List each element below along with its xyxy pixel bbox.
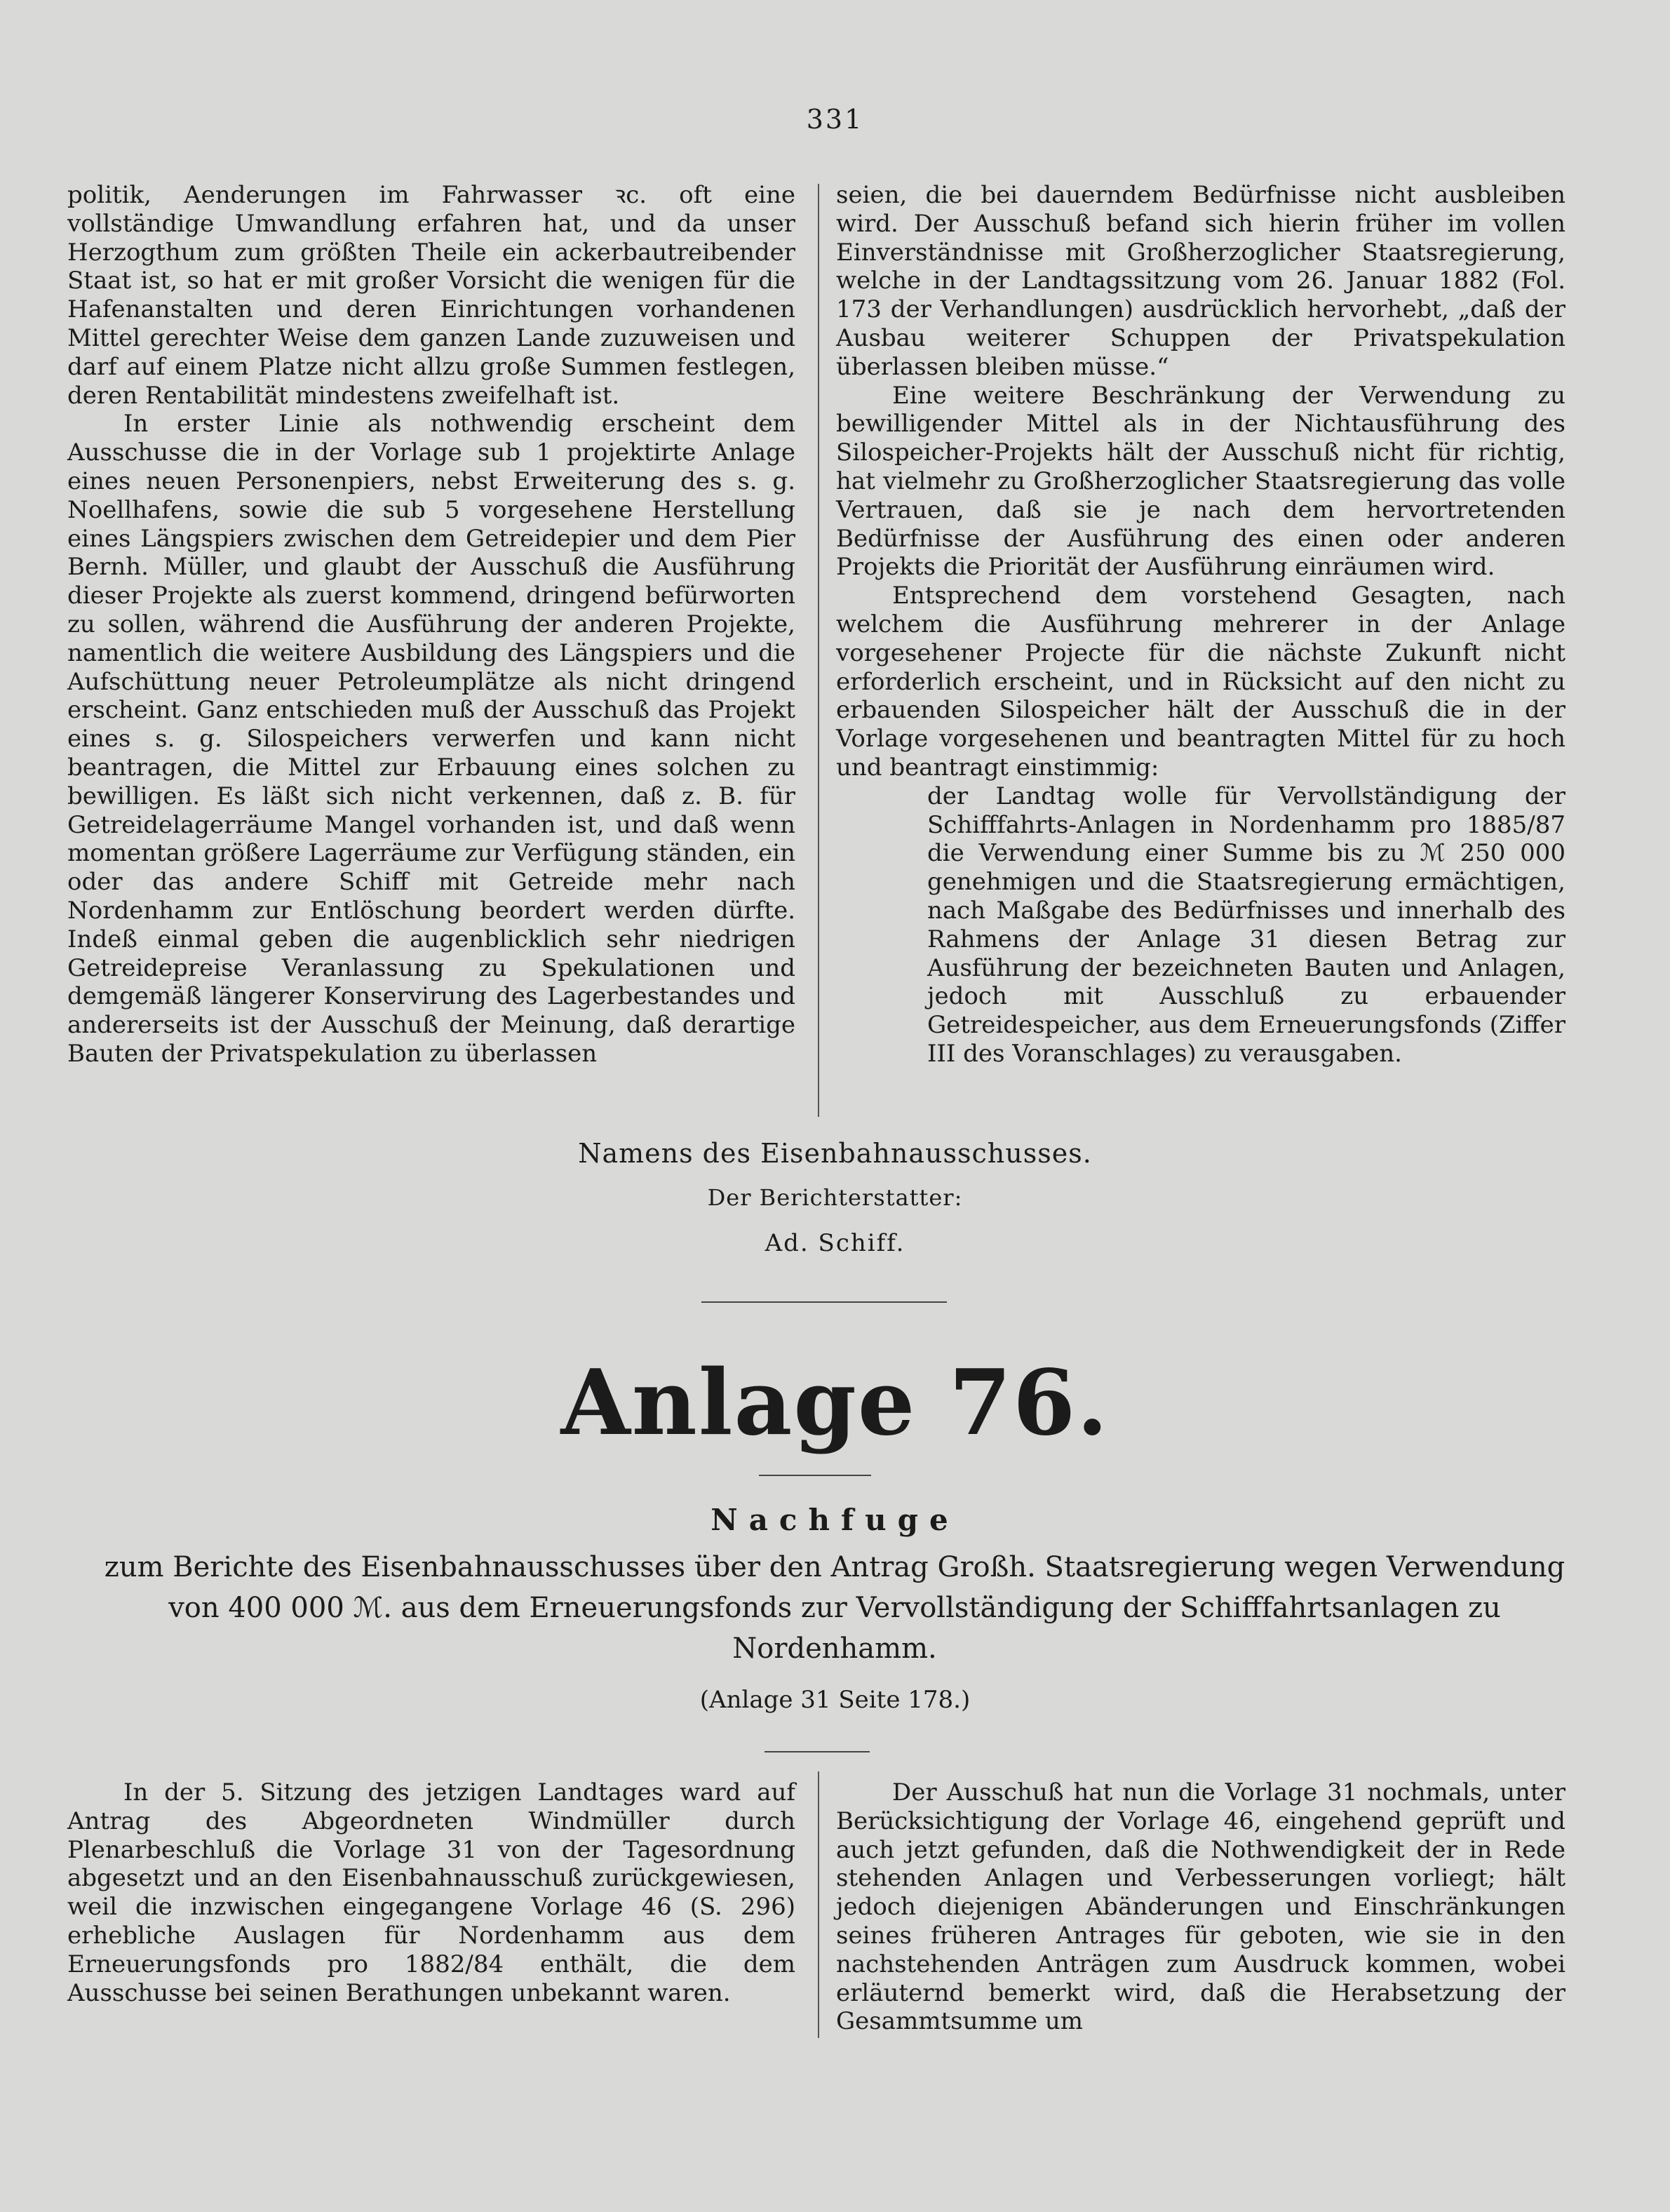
lower-left-column bbox=[67, 1778, 795, 2007]
signature-name: Ad. Schiff. bbox=[765, 1229, 905, 1257]
section-separator bbox=[765, 1751, 870, 1752]
addendum-reference: (Anlage 31 Seite 178.) bbox=[699, 1686, 971, 1714]
column-divider bbox=[818, 1771, 819, 2038]
addendum-subject: zum Berichte des Eisenbahnausschusses über den Antrag Großh. Staatsregierung wegen Verwendung von 400 000 ℳ. aus dem Erneuerungsfonds zur Vervollständigung der Schifffahrtsanlagen zu Nordenhamm. bbox=[104, 1551, 1565, 1665]
annex-title: Anlage 76. bbox=[560, 1350, 1110, 1456]
paragraph: seien, die bei dauerndem Bedürfnisse nicht ausbleiben wird. Der Ausschuß befand sich hierin früher im vollen Einverständnisse mit Großherzoglicher Staatsregierung, welche in der Landtagssitzung vom 26. Januar 1882 (Fol. 173 der Verhandlungen) ausdrücklich hervorhebt, „daß der Ausbau weiterer Schuppen der Privatspekulation überlassen bleiben müsse.“ bbox=[836, 181, 1565, 381]
upper-right-column bbox=[836, 181, 1565, 1068]
signature-role: Der Berichterstatter: bbox=[707, 1184, 963, 1211]
title-underline bbox=[759, 1475, 871, 1476]
paragraph: Eine weitere Beschränkung der Verwendung zu bewilligender Mittel als in der Nichtausführung des Silospeicher-Projekts hält der Ausschuß nicht für richtig, hat vielmehr zu Großherzoglicher Staatsregierung das volle Vertrauen, daß sie je nach dem hervortretenden Bedürfnisse der Ausführung des einen oder anderen Projekts die Priorität der Ausführung einräumen wird. bbox=[836, 381, 1565, 582]
lower-right-column bbox=[836, 1778, 1565, 2036]
addendum-heading: Nachfuge bbox=[711, 1503, 959, 1537]
upper-left-column bbox=[67, 181, 795, 1068]
paragraph: In der 5. Sitzung des jetzigen Landtages ward auf Antrag des Abgeordneten Windmüller durch Plenarbeschluß die Vorlage 31 von der Tagesordnung abgesetzt und an den Eisenbahnausschuß zurückgewiesen, weil die inzwischen eingegangene Vorlage 46 (S. 296) erhebliche Auslagen für Nordenhamm aus dem Erneuerungsfonds pro 1882/84 enthält, die dem Ausschusse bei seinen Berathungen unbekannt waren. bbox=[67, 1778, 795, 2007]
section-separator bbox=[701, 1301, 947, 1303]
paragraph: Entsprechend dem vorstehend Gesagten, nach welchem die Ausführung mehrerer in der Anlage vorgesehener Projecte für die nächste Zukunft nicht erforderlich erscheint, und in Rücksicht auf den nicht zu erbauenden Silospeicher hält der Ausschuß die in der Vorlage vorgesehenen und beantragten Mittel für zu hoch und beantragt einstimmig: bbox=[836, 582, 1565, 782]
page-number: 331 bbox=[806, 104, 864, 135]
paragraph: In erster Linie als nothwendig erscheint dem Ausschusse die in der Vorlage sub 1 projektirte Anlage eines neuen Personenpiers, nebst Erweiterung des s. g. Noellhafens, sowie die sub 5 vorgesehene Herstellung eines Längspiers zwischen dem Getreidepier und dem Pier Bernh. Müller, und glaubt der Ausschuß die Ausführung dieser Projekte als zuerst kommend, dringend befürworten zu sollen, während die Ausführung der anderen Projekte, namentlich die weitere Ausbildung des Längspiers und die Aufschüttung neuer Petroleumplätze als nicht dringend erscheint. Ganz entschieden muß der Ausschuß das Projekt eines s. g. Silospeichers verwerfen und kann nicht beantragen, die Mittel zur Erbauung eines solchen zu bewilligen. Es läßt sich nicht verkennen, daß z. B. für Getreidelagerräume Mangel vorhanden ist, und daß wenn momentan größere Lagerräume zur Verfügung ständen, ein oder das andere Schiff mit Getreide mehr nach Nordenhamm zur Entlöschung beordert werden dürfte. Indeß einmal geben die augenblicklich sehr niedrigen Getreidepreise Veranlassung zu Spekulationen und demgemäß längerer Konservirung des Lagerbestandes und andererseits ist der Ausschuß der Meinung, daß derartige Bauten der Privatspekulation zu überlassen bbox=[67, 410, 795, 1068]
paragraph: Der Ausschuß hat nun die Vorlage 31 nochmals, unter Berücksichtigung der Vorlage 46, eingehend geprüft und auch jetzt gefunden, daß die Nothwendigkeit der in Rede stehenden Anlagen und Verbesserungen vorliegt; hält jedoch diejenigen Abänderungen und Einschränkungen seines früheren Antrages für geboten, wie sie in den nachstehenden Anträgen zum Ausdruck kommen, wobei erläuternd bemerkt wird, daß die Herabsetzung der Gesammtsumme um bbox=[836, 1778, 1565, 2036]
paragraph: politik, Aenderungen im Fahrwasser ꝛc. oft eine vollständige Umwandlung erfahren hat, und da unser Herzogthum zum größten Theile ein ackerbautreibender Staat ist, so hat er mit großer Vorsicht die wenigen für die Hafenanstalten und deren Einrichtungen vorhandenen Mittel gerechter Weise dem ganzen Lande zuzuweisen und darf auf einem Platze nicht allzu große Summen festlegen, deren Rentabilität mindestens zweifelhaft ist. bbox=[67, 181, 795, 410]
column-divider bbox=[818, 184, 819, 1117]
motion-text: der Landtag wolle für Vervollständigung der Schifffahrts-Anlagen in Nordenhamm pro 1885/87 die Verwendung einer Summe bis zu ℳ 250 000 genehmigen und die Staatsregierung ermächtigen, nach Maßgabe des Bedürfnisses und innerhalb des Rahmens der Anlage 31 diesen Betrag zur Ausführung der bezeichneten Bauten und Anlagen, jedoch mit Ausschluß zu erbauender Getreidespeicher, aus dem Erneuerungsfonds (Ziffer III des Voranschlages) zu verausgaben. bbox=[927, 782, 1565, 1068]
signature-committee: Namens des Eisenbahnausschusses. bbox=[578, 1138, 1092, 1169]
